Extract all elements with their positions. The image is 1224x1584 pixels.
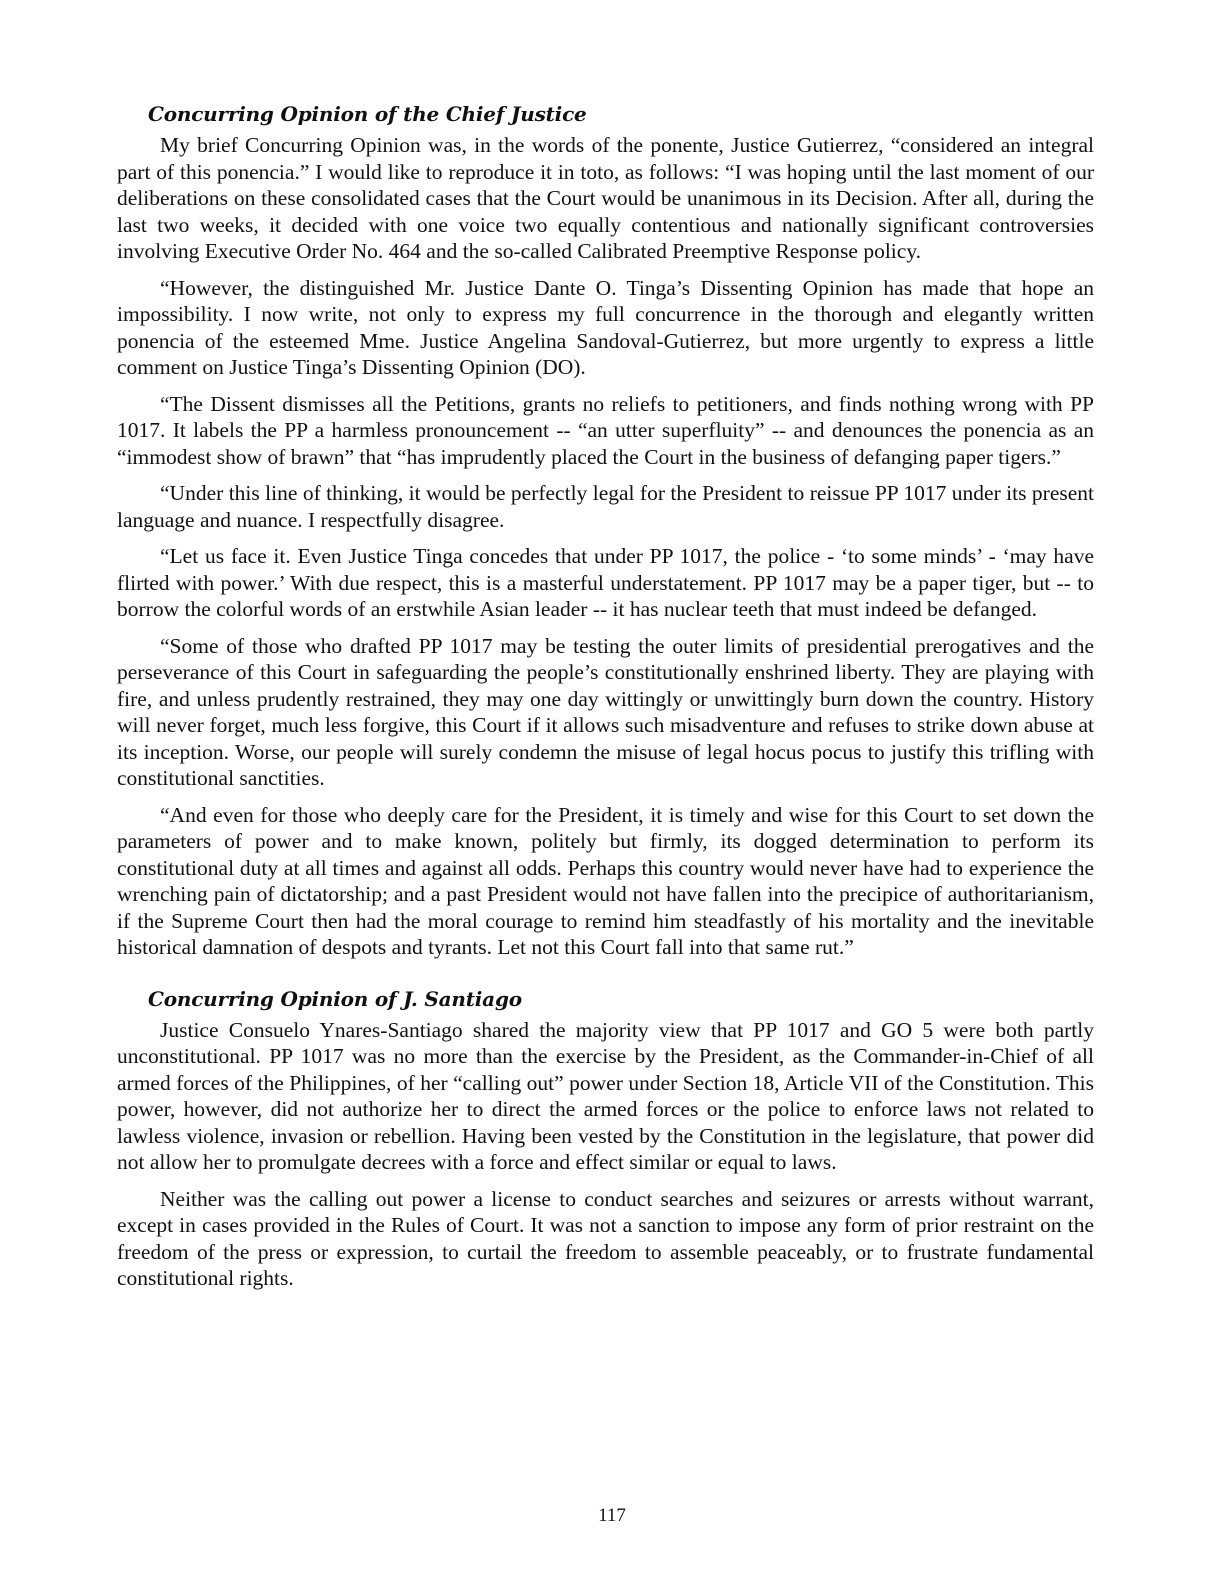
paragraph: “The Dissent dismisses all the Petitions, grants no reliefs to petitioners, and finds nothing wrong with PP 1017. It labels the PP a harmless pronouncement -- “an utter superfluity” -- and denounces the ponencia as an “immodest show of brawn” that “has imprudently placed the Court in the business of defanging paper tigers.”: [117, 391, 1094, 469]
paragraph: “Let us face it. Even Justice Tinga concedes that under PP 1017, the police - ‘to some minds’ - ‘may have flirted with power.’ With due respect, this is a masterful understatement. PP 1017 may be a paper tiger, but -- to borrow the colorful words of an erstwhile Asian leader -- it has nuclear teeth that must indeed be defanged.: [117, 544, 1094, 621]
paragraph: My brief Concurring Opinion was, in the words of the ponente, Justice Gutierrez, “considered an integral part of this ponencia.” I would like to reproduce it in toto, as follows: “I was hoping until the last moment of our deliberations on these consolidated cases that the Court would be unanimous in its Decision. After all, during the last two weeks, it decided with one voice two equally contentious and nationally significant controversies involving Executive Order No. 464 and the so-called Calibrated Preemptive Response policy.: [117, 133, 1094, 263]
section-heading: Concurring Opinion of the Chief Justice: [148, 102, 587, 126]
paragraph: “However, the distinguished Mr. Justice Dante O. Tinga’s Dissenting Opinion has made that hope an impossibility. I now write, not only to express my full concurrence in the thorough and elegantly written ponencia of the esteemed Mme. Justice Angelina Sandoval-Gutierrez, but more urgently to express a little comment on Justice Tinga’s Dissenting Opinion (DO).: [117, 275, 1094, 379]
page-number: 117: [598, 1505, 626, 1526]
document-page: [117, 100, 1094, 1302]
paragraph: “Under this line of thinking, it would be perfectly legal for the President to reissue PP 1017 under its present language and nuance. I respectfully disagree.: [117, 481, 1094, 532]
paragraph: “And even for those who deeply care for the President, it is timely and wise for this Court to set down the parameters of power and to make known, politely but firmly, its dogged determination to perform its constitutional duty at all times and against all odds. Perhaps this country would never have had to experience the wrenching pain of dictatorship; and a past President would not have fallen into the precipice of authoritarianism, if the Supreme Court then had the moral courage to remind him steadfastly of his mortality and the inevitable historical damnation of despots and tyrants. Let not this Court fall into that same rut.”: [117, 802, 1094, 959]
paragraph: “Some of those who drafted PP 1017 may be testing the outer limits of presidential prerogatives and the perseverance of this Court in safeguarding the people’s constitutionally enshrined liberty. They are playing with fire, and unless prudently restrained, they may one day wittingly or unwittingly burn down the country. History will never forget, much less forgive, this Court if it allows such misadventure and refuses to strike down abuse at its inception. Worse, our people will surely condemn the misuse of legal hocus pocus to justify this trifling with constitutional sanctities.: [117, 633, 1094, 790]
section-chief-justice: [117, 100, 1094, 961]
paragraph: Neither was the calling out power a license to conduct searches and seizures or arrests without warrant, except in cases provided in the Rules of Court. It was not a sanction to impose any form of prior restraint on the freedom of the press or expression, to curtail the freedom to assemble peaceably, or to frustrate fundamental constitutional rights.: [117, 1186, 1094, 1290]
section-j-santiago: [117, 985, 1094, 1292]
section-heading: Concurring Opinion of J. Santiago: [148, 986, 522, 1011]
paragraph: Justice Consuelo Ynares-Santiago shared the majority view that PP 1017 and GO 5 were both partly unconstitutional. PP 1017 was no more than the exercise by the President, as the Commander-in-Chief of all armed forces of the Philippines, of her “calling out” power under Section 18, Article VII of the Constitution. This power, however, did not authorize her to direct the armed forces or the police to enforce laws not related to lawless violence, invasion or rebellion. Having been vested by the Constitution in the legislature, that power did not allow her to promulgate decrees with a force and effect similar or equal to laws.: [117, 1017, 1094, 1174]
